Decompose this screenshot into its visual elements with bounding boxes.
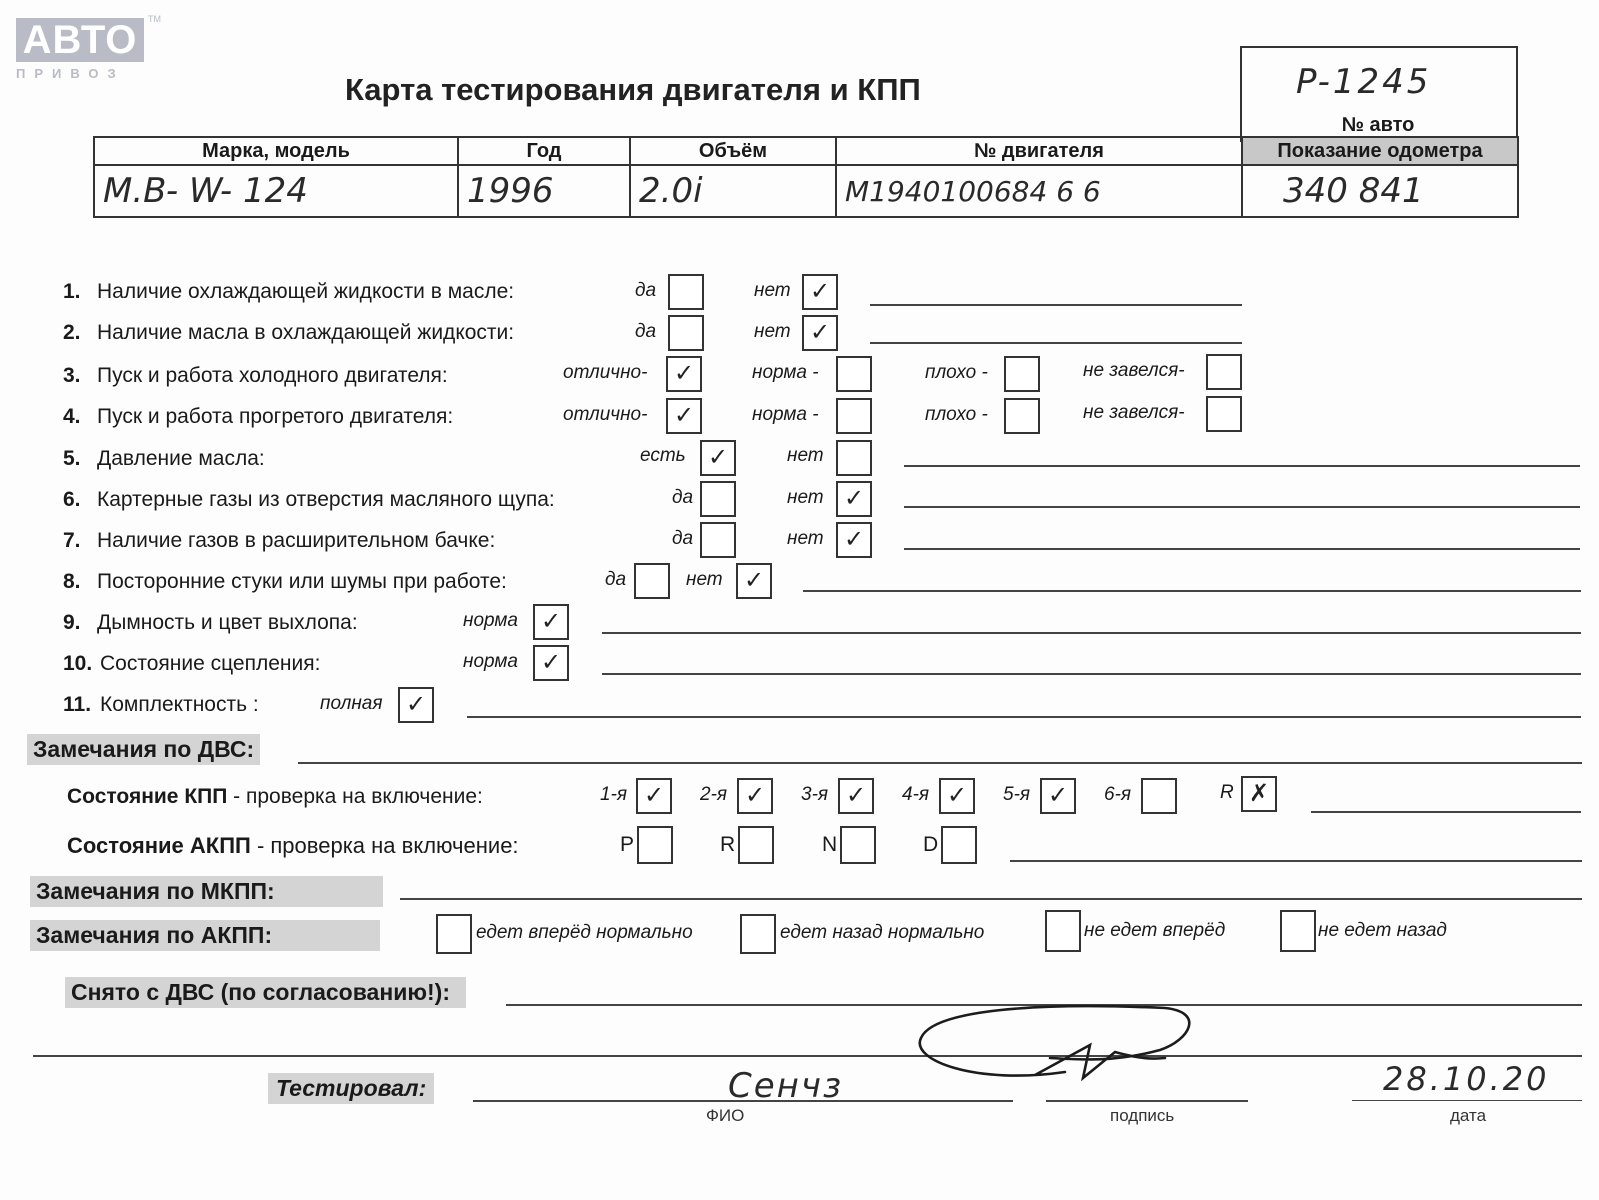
value-make-model: M.B- W- 124 bbox=[94, 165, 458, 217]
q4-normal-label: норма - bbox=[752, 404, 819, 425]
akpp-remark-forward-ok-checkbox[interactable] bbox=[436, 914, 472, 954]
dvs-remarks-line bbox=[298, 762, 1582, 764]
akpp-mode-d-label: D bbox=[923, 833, 939, 856]
q3-bad-label: плохо - bbox=[925, 362, 988, 383]
q3-excellent-checkbox[interactable]: ✓ bbox=[666, 356, 702, 392]
q8-yes-checkbox[interactable] bbox=[634, 563, 670, 599]
col-make-model: Марка, модель bbox=[94, 137, 458, 165]
q2-comment-line bbox=[870, 342, 1242, 344]
kpp-gear6-checkbox[interactable] bbox=[1141, 778, 1177, 814]
q7-yes-checkbox[interactable] bbox=[700, 522, 736, 558]
q4-excellent-checkbox[interactable]: ✓ bbox=[666, 398, 702, 434]
q10-normal-label: норма bbox=[463, 651, 518, 672]
fio-label: ФИО bbox=[706, 1106, 745, 1125]
value-volume: 2.0i bbox=[630, 165, 836, 217]
q9-normal-checkbox[interactable]: ✓ bbox=[533, 604, 569, 640]
q1-no-checkbox[interactable]: ✓ bbox=[802, 274, 838, 310]
q3-number: 3. bbox=[63, 364, 81, 387]
q1-no-label: нет bbox=[754, 280, 791, 301]
q8-comment-line bbox=[803, 590, 1581, 592]
q6-yes-checkbox[interactable] bbox=[700, 481, 736, 517]
q6-no-checkbox[interactable]: ✓ bbox=[836, 481, 872, 517]
col-engine-no: № двигателя bbox=[836, 137, 1242, 165]
akpp-remark-forward-ok-label: едет вперёд нормально bbox=[476, 922, 693, 943]
logo-subtitle: ПРИВОЗ bbox=[16, 66, 125, 81]
mkpp-remarks-line bbox=[400, 898, 1582, 900]
q10-normal-checkbox[interactable]: ✓ bbox=[533, 645, 569, 681]
auto-number-value: P-1245 bbox=[1296, 62, 1432, 102]
q8-text: Посторонние стуки или шумы при работе: bbox=[97, 570, 507, 593]
q2-no-label: нет bbox=[754, 321, 791, 342]
q5-yes-checkbox[interactable]: ✓ bbox=[700, 440, 736, 476]
q6-text: Картерные газы из отверстия масляного щупа: bbox=[97, 488, 555, 511]
q4-excellent-label: отлично- bbox=[563, 404, 648, 425]
akpp-remark-no-backward-label: не едет назад bbox=[1318, 920, 1447, 941]
kpp-gear3-label: 3-я bbox=[801, 784, 829, 805]
q10-number: 10. bbox=[63, 652, 93, 675]
q2-text: Наличие масла в охлаждающей жидкости: bbox=[97, 321, 515, 344]
q10-comment-line bbox=[602, 673, 1581, 675]
col-odometer: Показание одометра bbox=[1242, 137, 1518, 165]
kpp-gear2-checkbox[interactable]: ✓ bbox=[737, 778, 773, 814]
mkpp-remarks-label: Замечания по МКПП: bbox=[30, 876, 383, 907]
q5-no-label: нет bbox=[787, 445, 824, 466]
q3-bad-checkbox[interactable] bbox=[1004, 356, 1040, 392]
akpp-mode-n-checkbox[interactable] bbox=[840, 826, 876, 864]
q5-no-checkbox[interactable] bbox=[836, 440, 872, 476]
q3-normal-label: норма - bbox=[752, 362, 819, 383]
q7-no-label: нет bbox=[787, 528, 824, 549]
kpp-comment-line bbox=[1311, 811, 1581, 813]
akpp-mode-p-checkbox[interactable] bbox=[637, 826, 673, 864]
kpp-gear5-label: 5-я bbox=[1003, 784, 1031, 805]
auto-number-label: № авто bbox=[1341, 114, 1415, 136]
q9-text: Дымность и цвет выхлопа: bbox=[97, 611, 358, 634]
q9-comment-line bbox=[602, 632, 1581, 634]
value-year: 1996 bbox=[458, 165, 630, 217]
q3-no-start-checkbox[interactable] bbox=[1206, 354, 1242, 390]
q1-comment-line bbox=[870, 304, 1242, 306]
logo-trademark: TM bbox=[148, 14, 161, 24]
kpp-label-rest: - проверка на включение: bbox=[227, 785, 483, 808]
q3-normal-checkbox[interactable] bbox=[836, 356, 872, 392]
q4-no-start-label: не завелся- bbox=[1083, 402, 1185, 423]
q1-yes-checkbox[interactable] bbox=[668, 274, 704, 310]
value-engine-no: M1940100684 6 6 bbox=[836, 165, 1242, 217]
q6-yes-label: да bbox=[672, 487, 694, 508]
vehicle-info-table bbox=[93, 136, 1519, 218]
akpp-mode-p-label: P bbox=[620, 833, 635, 856]
q10-text: Состояние сцепления: bbox=[100, 652, 321, 675]
removed-label: Снято с ДВС (по согласованию!): bbox=[65, 977, 466, 1008]
akpp-label bbox=[67, 833, 519, 859]
akpp-mode-r-checkbox[interactable] bbox=[738, 826, 774, 864]
akpp-remark-no-forward-label: не едет вперёд bbox=[1084, 920, 1226, 941]
date-line bbox=[1352, 1100, 1582, 1101]
q4-no-start-checkbox[interactable] bbox=[1206, 396, 1242, 432]
sign-label: подпись bbox=[1110, 1106, 1175, 1125]
q1-number: 1. bbox=[63, 280, 81, 303]
akpp-comment-line bbox=[1010, 860, 1582, 862]
q9-number: 9. bbox=[63, 611, 81, 634]
value-odometer: 340 841 bbox=[1242, 165, 1518, 217]
q1-yes-label: да bbox=[635, 280, 657, 301]
akpp-mode-r-label: R bbox=[720, 833, 736, 856]
kpp-reverse-checkbox[interactable]: ✗ bbox=[1241, 776, 1277, 812]
q7-no-checkbox[interactable]: ✓ bbox=[836, 522, 872, 558]
q6-number: 6. bbox=[63, 488, 81, 511]
kpp-label-bold: Состояние КПП bbox=[67, 785, 228, 808]
q7-comment-line bbox=[904, 548, 1580, 550]
sign-line bbox=[1046, 1100, 1248, 1102]
col-year: Год bbox=[458, 137, 630, 165]
akpp-mode-n-label: N bbox=[822, 833, 838, 856]
akpp-label-rest: - проверка на включение: bbox=[250, 833, 519, 858]
q1-text: Наличие охлаждающей жидкости в масле: bbox=[97, 280, 515, 303]
q11-text: Комплектность : bbox=[100, 693, 259, 716]
date-label: дата bbox=[1450, 1106, 1487, 1125]
dvs-remarks-label: Замечания по ДВС: bbox=[27, 734, 260, 765]
q4-number: 4. bbox=[63, 405, 81, 428]
akpp-label-bold: Состояние АКПП bbox=[67, 833, 251, 858]
akpp-remark-no-forward-checkbox[interactable] bbox=[1045, 910, 1081, 952]
q11-number: 11. bbox=[63, 693, 92, 716]
q6-no-label: нет bbox=[787, 487, 824, 508]
kpp-reverse-label: R bbox=[1220, 782, 1234, 803]
q8-number: 8. bbox=[63, 570, 81, 593]
akpp-remarks-label: Замечания по АКПП: bbox=[30, 920, 380, 951]
kpp-label bbox=[67, 785, 483, 809]
q6-comment-line bbox=[904, 506, 1580, 508]
page-title: Карта тестирования двигателя и КПП bbox=[345, 72, 921, 107]
q8-no-checkbox[interactable]: ✓ bbox=[736, 563, 772, 599]
q4-bad-checkbox[interactable] bbox=[1004, 398, 1040, 434]
col-volume: Объём bbox=[630, 137, 836, 165]
akpp-remark-backward-ok-checkbox[interactable] bbox=[740, 914, 776, 954]
q2-yes-checkbox[interactable] bbox=[668, 315, 704, 351]
q5-yes-label: есть bbox=[640, 445, 686, 466]
q2-no-checkbox[interactable]: ✓ bbox=[802, 315, 838, 351]
q3-text: Пуск и работа холодного двигателя: bbox=[97, 364, 448, 387]
tested-label: Тестировал: bbox=[268, 1073, 434, 1104]
kpp-gear5-checkbox[interactable]: ✓ bbox=[1040, 778, 1076, 814]
q3-no-start-label: не завелся- bbox=[1083, 360, 1185, 381]
q11-complete-label: полная bbox=[320, 693, 383, 714]
akpp-remark-backward-ok-label: едет назад нормально bbox=[780, 922, 985, 943]
removed-line-2 bbox=[33, 1055, 1582, 1057]
kpp-gear4-label: 4-я bbox=[902, 784, 930, 805]
kpp-gear1-label: 1-я bbox=[600, 784, 628, 805]
q3-excellent-label: отлично- bbox=[563, 362, 648, 383]
fio-line bbox=[473, 1100, 1013, 1102]
kpp-gear2-label: 2-я bbox=[700, 784, 728, 805]
tested-date-value: 28.10.20 bbox=[1383, 1060, 1550, 1098]
q4-text: Пуск и работа прогретого двигателя: bbox=[97, 405, 454, 428]
q2-number: 2. bbox=[63, 321, 81, 344]
logo: АВТО bbox=[16, 18, 144, 62]
kpp-gear3-checkbox[interactable]: ✓ bbox=[838, 778, 874, 814]
kpp-gear6-label: 6-я bbox=[1104, 784, 1132, 805]
q7-number: 7. bbox=[63, 529, 81, 552]
q4-normal-checkbox[interactable] bbox=[836, 398, 872, 434]
q5-number: 5. bbox=[63, 447, 81, 470]
q8-no-label: нет bbox=[686, 569, 723, 590]
q8-yes-label: да bbox=[605, 569, 627, 590]
q9-normal-label: норма bbox=[463, 610, 518, 631]
kpp-gear4-checkbox[interactable]: ✓ bbox=[939, 778, 975, 814]
q11-comment-line bbox=[467, 716, 1581, 718]
akpp-remark-no-backward-checkbox[interactable] bbox=[1280, 910, 1316, 952]
q5-comment-line bbox=[904, 465, 1580, 467]
q11-complete-checkbox[interactable]: ✓ bbox=[398, 687, 434, 723]
q7-yes-label: да bbox=[672, 528, 694, 549]
signature bbox=[915, 1000, 1215, 1100]
q2-yes-label: да bbox=[635, 321, 657, 342]
akpp-mode-d-checkbox[interactable] bbox=[941, 826, 977, 864]
tested-fio-value: Сенчз bbox=[728, 1066, 844, 1106]
kpp-gear1-checkbox[interactable]: ✓ bbox=[636, 778, 672, 814]
q5-text: Давление масла: bbox=[97, 447, 265, 470]
q7-text: Наличие газов в расширительном бачке: bbox=[97, 529, 496, 552]
q4-bad-label: плохо - bbox=[925, 404, 988, 425]
